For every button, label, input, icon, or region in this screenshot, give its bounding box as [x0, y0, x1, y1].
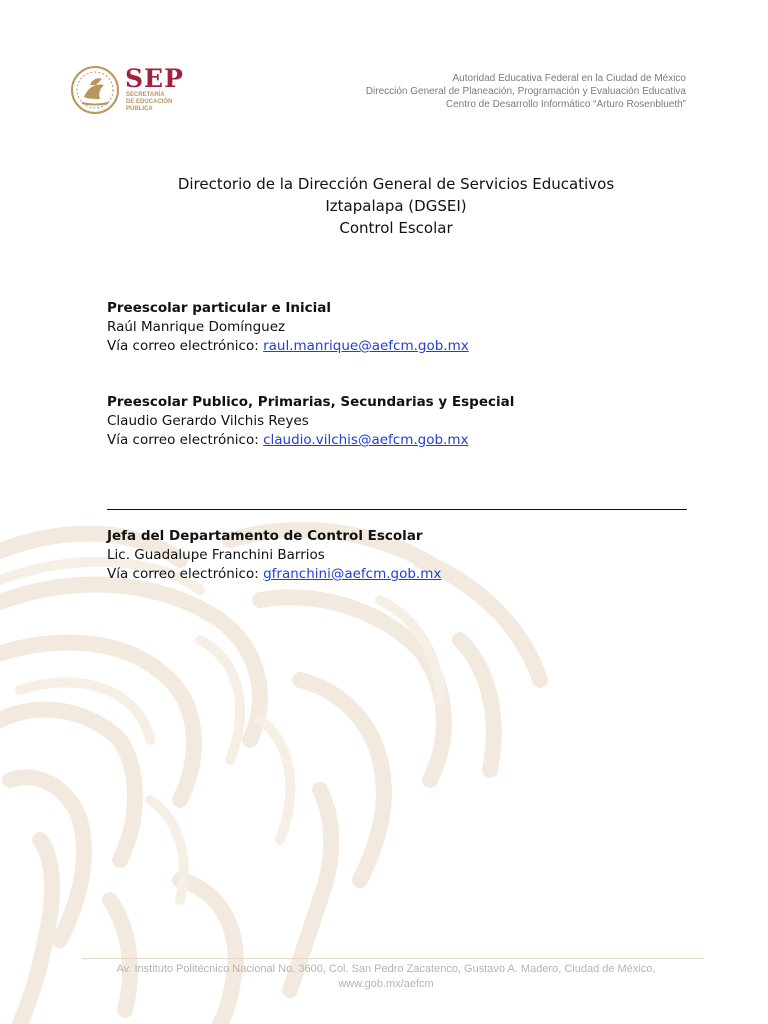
section-divider	[107, 509, 687, 510]
entry-name: Raúl Manrique Domínguez	[107, 319, 286, 335]
entry-name: Claudio Gerardo Vilchis Reyes	[107, 413, 309, 429]
footer-address: Av. Instituto Politécnico Nacional No. 3600, Col. San Pedro Zacatenco, Gustavo A. Madero, Ciudad de México,	[116, 963, 656, 975]
sep-logo-subtitle	[126, 92, 196, 114]
entry-contact	[107, 431, 707, 450]
footer-divider	[82, 958, 704, 959]
document-title	[0, 173, 768, 239]
contact-label: Vía correo electrónico:	[107, 338, 264, 354]
entry-heading: Preescolar particular e Inicial	[107, 300, 331, 316]
coat-of-arms-icon	[70, 65, 120, 115]
sep-subtitle-line: DE EDUCACIÓN	[126, 99, 173, 106]
title-line: Control Escolar	[339, 219, 453, 237]
sep-subtitle-line: SECRETARÍA	[126, 92, 165, 98]
header-line: Centro de Desarrollo Informático “Arturo Rosenblueth”	[445, 99, 686, 110]
sep-subtitle-line: PÚBLICA	[126, 106, 153, 113]
entry-heading: Jefa del Departamento de Control Escolar	[107, 528, 423, 544]
entry-heading: Preescolar Publico, Primarias, Secundarias y Especial	[107, 394, 515, 410]
directory-entry	[107, 527, 707, 584]
footer-website[interactable]: www.gob.mx/aefcm	[338, 978, 434, 990]
header-institution-block	[366, 72, 686, 111]
entry-contact	[107, 337, 707, 356]
email-link[interactable]: raul.manrique@aefcm.gob.mx	[263, 338, 469, 354]
email-link[interactable]: gfranchini@aefcm.gob.mx	[263, 566, 442, 582]
entry-name: Lic. Guadalupe Franchini Barrios	[107, 547, 325, 563]
header-line: Autoridad Educativa Federal en la Ciudad de México	[452, 73, 686, 84]
title-line: Directorio de la Dirección General de Servicios Educativos	[177, 175, 615, 193]
contact-label: Vía correo electrónico:	[107, 432, 264, 448]
header-line: Dirección General de Planeación, Programación y Evaluación Educativa	[365, 86, 686, 97]
contact-label: Vía correo electrónico:	[107, 566, 264, 582]
title-line: Iztapalapa (DGSEI)	[325, 197, 467, 215]
email-link[interactable]: claudio.vilchis@aefcm.gob.mx	[263, 432, 469, 448]
footer	[0, 962, 768, 992]
directory-entry	[107, 299, 707, 356]
sep-logo-text: SEP	[125, 64, 184, 93]
entry-contact	[107, 565, 707, 584]
directory-entry	[107, 393, 707, 450]
